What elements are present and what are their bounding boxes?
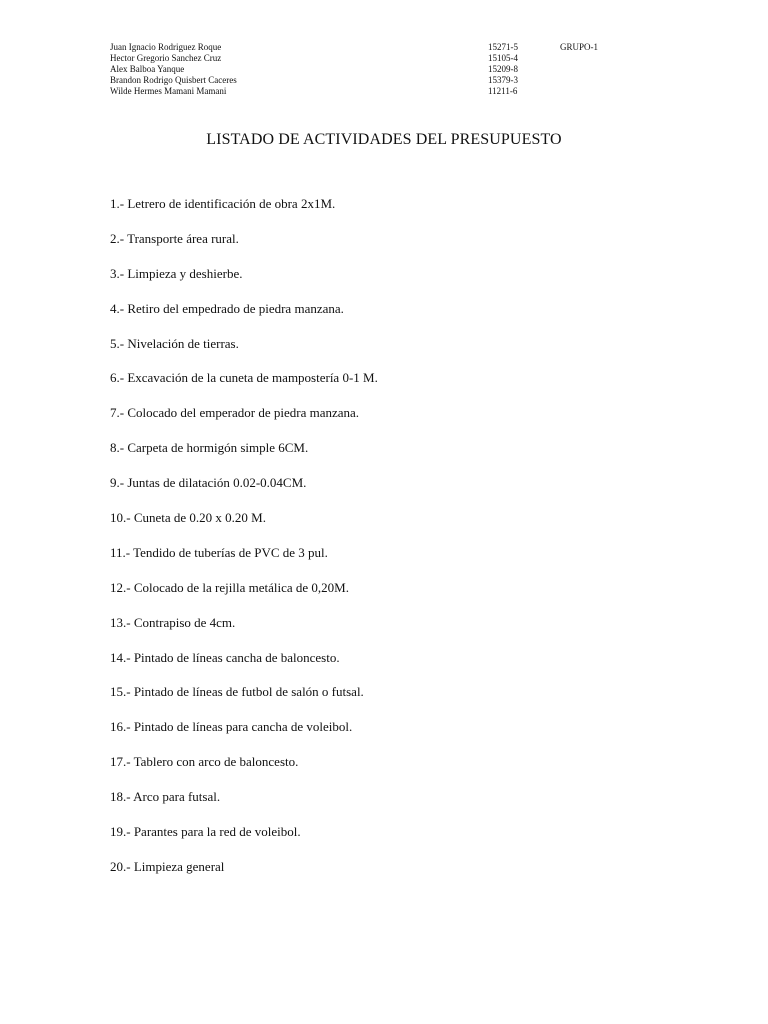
member-code: 15105-4	[488, 53, 518, 63]
activity-item: 13.- Contrapiso de 4cm.	[110, 614, 236, 630]
group-members	[110, 42, 630, 97]
activity-item: 5.- Nivelación de tierras.	[110, 335, 239, 351]
member-row	[110, 64, 630, 75]
document-title: LISTADO DE ACTIVIDADES DEL PRESUPUESTO	[206, 131, 562, 148]
activity-item: 9.- Juntas de dilatación 0.02-0.04CM.	[110, 475, 307, 491]
activity-item: 17.- Tablero con arco de baloncesto.	[110, 754, 299, 770]
member-name: Alex Balboa Yanque	[110, 64, 185, 74]
activity-item: 1.- Letrero de identificación de obra 2x1M.	[110, 196, 336, 211]
activity-item: 19.- Parantes para la red de voleibol.	[110, 824, 301, 840]
member-row	[110, 53, 630, 64]
activity-item: 15.- Pintado de líneas de futbol de salón o futsal.	[110, 684, 364, 700]
group-label: GRUPO-1	[560, 42, 599, 52]
member-name: Brandon Rodrigo Quisbert Caceres	[110, 75, 237, 85]
activity-item: 20.- Limpieza general	[110, 858, 225, 874]
member-row	[110, 86, 630, 97]
member-row	[110, 42, 630, 53]
member-code: 15379-3	[488, 75, 518, 85]
member-name: Wilde Hermes Mamani Mamani	[110, 86, 227, 96]
activity-item: 3.- Limpieza y deshierbe.	[110, 265, 243, 281]
member-row	[110, 75, 630, 86]
member-code: 15271-5	[488, 42, 518, 52]
activity-item: 16.- Pintado de líneas para cancha de voleibol.	[110, 719, 353, 735]
activity-item: 4.- Retiro del empedrado de piedra manzana.	[110, 300, 344, 316]
activity-item: 7.- Colocado del emperador de piedra manzana.	[110, 405, 360, 421]
activity-item: 10.- Cuneta de 0.20 x 0.20 M.	[110, 510, 266, 526]
member-code: 11211-6	[488, 86, 518, 96]
member-name: Hector Gregorio Sanchez Cruz	[110, 53, 222, 63]
activity-item: 18.- Arco para futsal.	[110, 789, 221, 805]
member-name: Juan Ignacio Rodriguez Roque	[110, 42, 222, 52]
activity-item: 8.- Carpeta de hormigón simple 6CM.	[110, 440, 309, 456]
activities-list	[110, 195, 378, 893]
activity-item: 11.- Tendido de tuberías de PVC de 3 pul.	[110, 544, 328, 560]
activity-item: 14.- Pintado de líneas cancha de baloncesto.	[110, 649, 340, 665]
activity-item: 6.- Excavación de la cuneta de mampostería 0-1 M.	[110, 370, 378, 386]
activity-item: 12.- Colocado de la rejilla metálica de 0,20M.	[110, 579, 349, 595]
activity-item: 2.- Transporte área rural.	[110, 230, 239, 246]
member-code: 15209-8	[488, 64, 518, 74]
